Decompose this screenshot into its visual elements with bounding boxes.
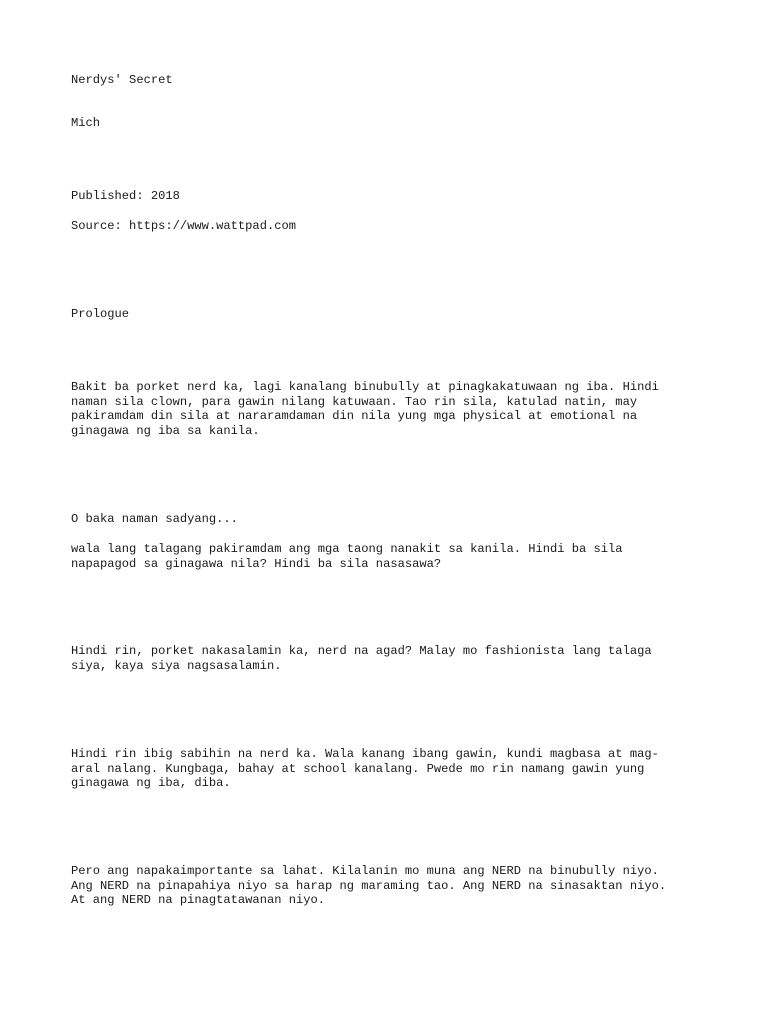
paragraph <box>71 380 711 438</box>
paragraph <box>71 747 711 791</box>
document-title: Nerdys' Secret <box>71 73 173 87</box>
section-heading: Prologue <box>71 307 130 321</box>
paragraph-line: napapagod sa ginagawa nila? Hindi ba sila nasasawa? <box>71 556 442 571</box>
paragraph-line: ginagawa ng iba, diba. <box>71 776 231 791</box>
paragraph-line: O baka naman sadyang... <box>71 512 238 526</box>
paragraph-line: aral nalang. Kungbaga, bahay at school kanalang. Pwede mo rin namang gawin yung <box>71 761 645 776</box>
paragraph-line: Ang NERD na pinapahiya niyo sa harap ng maraming tao. Ang NERD na sinasaktan niyo. <box>71 878 667 893</box>
paragraph <box>71 644 711 673</box>
paragraph <box>71 512 711 527</box>
paragraph <box>71 864 711 908</box>
paragraph-line: Hindi rin, porket nakasalamin ka, nerd na agad? Malay mo fashionista lang talaga <box>71 644 652 658</box>
document-author: Mich <box>71 116 101 130</box>
paragraph-line: naman sila clown, para gawin nilang katuwaan. Tao rin sila, katulad natin, may <box>71 394 638 409</box>
paragraph <box>71 542 711 571</box>
paragraph-line: siya, kaya siya nagsasalamin. <box>71 658 282 673</box>
source-line: Source: https://www.wattpad.com <box>71 219 296 233</box>
published-date: Published: 2018 <box>71 189 180 203</box>
paragraph-line: ginagawa ng iba sa kanila. <box>71 423 260 438</box>
paragraph-line: Hindi rin ibig sabihin na nerd ka. Wala kanang ibang gawin, kundi magbasa at mag- <box>71 747 659 761</box>
paragraph-line: wala lang talagang pakiramdam ang mga taong nanakit sa kanila. Hindi ba sila <box>71 542 623 556</box>
paragraph-line: At ang NERD na pinagtatawanan niyo. <box>71 893 326 908</box>
paragraph-line: Bakit ba porket nerd ka, lagi kanalang binubully at pinagkakatuwaan ng iba. Hindi <box>71 380 659 394</box>
paragraph-line: pakiramdam din sila at nararamdaman din nila yung mga physical at emotional na <box>71 409 638 424</box>
paragraph-line: Pero ang napakaimportante sa lahat. Kilalanin mo muna ang NERD na binubully niyo. <box>71 864 659 878</box>
